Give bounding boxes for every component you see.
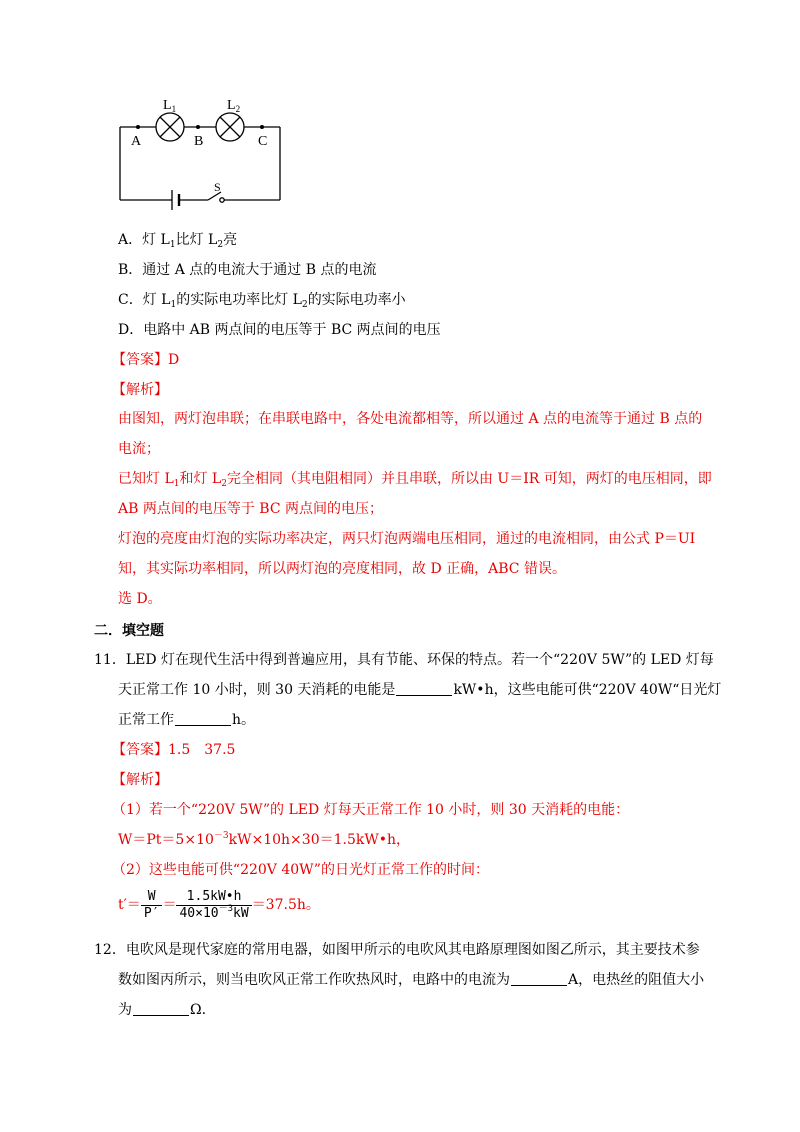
label-s: S — [214, 180, 221, 194]
q10-analysis-line-2: 电流； — [118, 441, 160, 457]
q11-line-3: 正常工作 h。 — [118, 712, 256, 728]
q11-line-2: 天正常工作 10 小时，则 30 天消耗的电能是 kW•h，这些电能可供“220V 40W“日光灯 — [118, 682, 722, 698]
fraction-energy-over-power: $\frac{1.5kW•h}{40\times 10^{-3}kW}$ — [176, 889, 251, 922]
q11-answer: 【答案】1.5 37.5 — [112, 742, 236, 758]
q12-line-3: 为 Ω. — [118, 1002, 207, 1018]
fraction-w-over-p: $\frac{W}{P'}$ — [141, 889, 163, 922]
q12-blank-1[interactable] — [511, 971, 567, 986]
q11-analysis-line-2: $W=Pt=5\times 10^{-3}kW\times 10h\times 30=1.5kW•h$， — [118, 831, 411, 848]
circuit-diagram — [108, 95, 308, 210]
q10-analysis-line-7: 选 D。 — [118, 591, 162, 607]
q10-analysis-line-6: 知，其实际功率相同，所以两灯泡的亮度相同，故 D 正确，ABC 错误。 — [118, 561, 566, 577]
option-c: C．灯 $L_1$的实际电功率比灯 $L_2$的实际电功率小 — [118, 292, 406, 310]
q12-line-1: 12．电吹风是现代家庭的常用电器，如图甲所示的电吹风其电路原理图如图乙所示，其主要技术参 — [94, 942, 700, 958]
lamp-l1-icon — [156, 113, 184, 141]
label-a: A — [131, 134, 142, 149]
q10-analysis-line-4: AB 两点间的电压等于 BC 两点间的电压； — [118, 501, 384, 517]
label-l1: $L_1$ — [163, 98, 177, 114]
option-b: B．通过 A 点的电流大于通过 B 点的电流 — [118, 262, 377, 278]
q11-line-1: 11．LED 灯在现代生活中得到普遍应用，具有节能、环保的特点。若一个“220V 5W”的 LED 灯每 — [94, 652, 714, 668]
q10-analysis-line-3: 已知灯 $L_1$和灯 $L_2$完全相同（其电阻相同）并且串联，所以由 U＝IR 可知，两灯的电压相同，即 — [118, 471, 712, 489]
battery-icon — [172, 190, 179, 210]
q10-analysis-label: 【解析】 — [112, 382, 168, 398]
q11-formula: t′＝ $\frac{W}{P'}$ ＝ $\frac{1.5kW•h}{40\times 10^{-3}kW}$ ＝37.5h。 — [118, 888, 320, 921]
label-l2: $L_2$ — [227, 98, 241, 114]
lamp-l2-icon — [216, 113, 244, 141]
q10-analysis-line-5: 灯泡的亮度由灯泡的实际功率决定，两只灯泡两端电压相同，通过的电流相同，由公式 P＝UI — [118, 531, 696, 547]
q12-line-2: 数如图丙所示，则当电吹风正常工作吹热风时，电路中的电流为 A，电热丝的阻值大小 — [118, 972, 705, 988]
q11-blank-1[interactable] — [396, 681, 452, 696]
label-b: B — [194, 134, 204, 149]
label-c: C — [258, 134, 268, 149]
q11-analysis-label: 【解析】 — [112, 772, 168, 788]
section-title: 二．填空题 — [94, 623, 164, 639]
option-d: D．电路中 AB 两点间的电压等于 BC 两点间的电压 — [118, 322, 441, 338]
q10-answer: 【答案】D — [112, 352, 180, 368]
q12-blank-2[interactable] — [133, 1001, 189, 1016]
q11-analysis-line-3: （2）这些电能可供“220V 40W”的日光灯正常工作的时间： — [112, 862, 489, 878]
option-a: A．灯 $L_1$比灯 $L_2$亮 — [118, 232, 238, 250]
q11-analysis-line-1: （1）若一个“220V 5W”的 LED 灯每天正常工作 10 小时，则 30 天消耗的电能： — [112, 802, 630, 818]
q10-analysis-line-1: 由图知，两灯泡串联；在串联电路中，各处电流都相等，所以通过 A 点的电流等于通过 B 点的 — [118, 411, 703, 427]
q11-blank-2[interactable] — [175, 711, 231, 726]
